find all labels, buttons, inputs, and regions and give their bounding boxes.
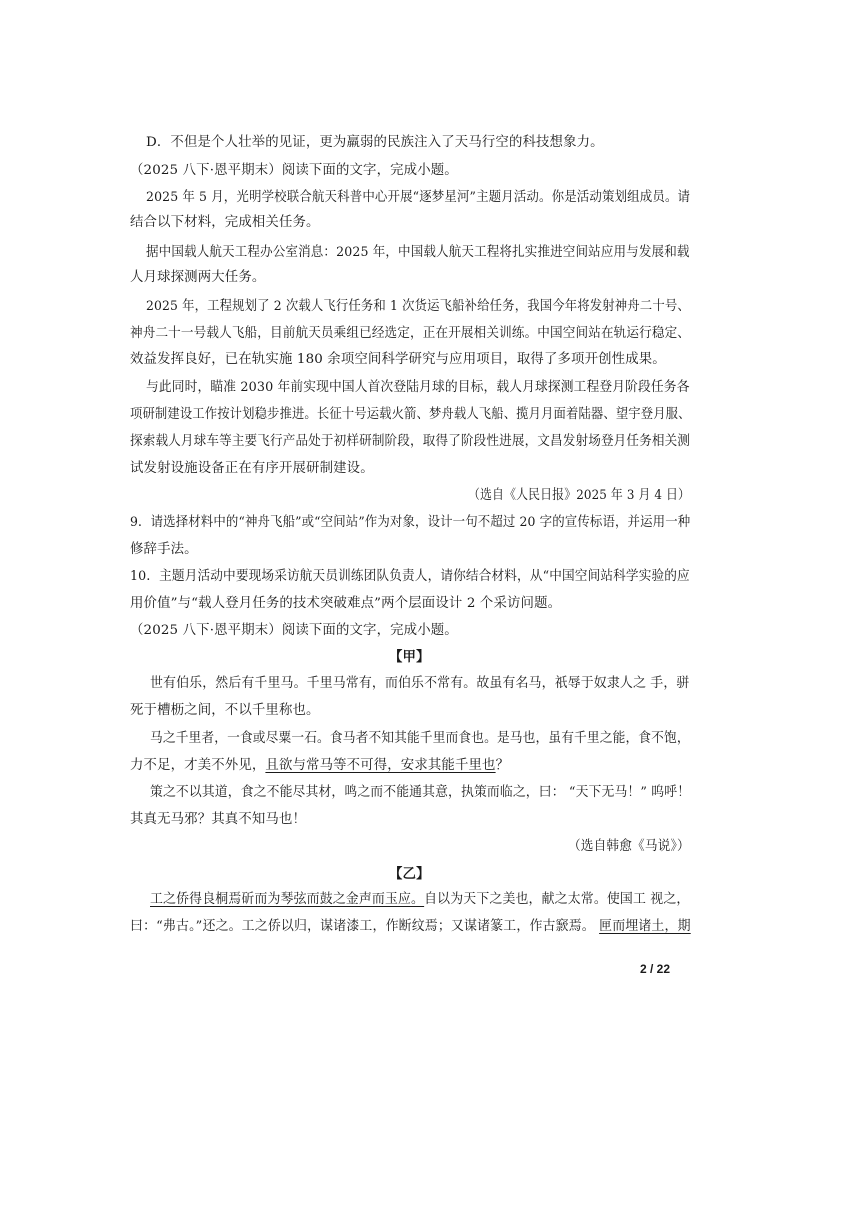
underlined-sentence: 且欲与常马等不可得，安求其能千里也 xyxy=(265,758,496,773)
paragraph-line: 2025 年，工程规划了 2 次载人飞行任务和 1 次货运飞船补给任务，我国今年将发射神舟二十号、 xyxy=(146,299,690,314)
paragraph-line: 2025 年 5 月，光明学校联合航天科普中心开展“逐梦星河”主题月活动。你是活动策划组成员。请 xyxy=(146,190,691,205)
source-citation: （选自韩愈《马说》） xyxy=(568,839,690,854)
text-segment: 力不足，才美不外见， xyxy=(130,758,266,773)
question-9: 9．请选择材料中的“神舟飞船”或“空间站”作为对象，设计一句不超过 20 字的宣传标语，并运用一种 xyxy=(130,515,691,530)
text-segment: 曰：“弗古。”还之。工之侨以归，谋诸漆工，作断纹焉；又谋诸篆工，作古窾焉。 xyxy=(130,919,600,934)
paragraph-line: 结合以下材料，完成相关任务。 xyxy=(130,215,320,230)
question-10: 10．主题月活动中要现场采访航天员训练团队负责人，请你结合材料，从“中国空间站科学实验的应 xyxy=(130,569,690,584)
paragraph-line: 世有伯乐，然后有千里马。千里马常有，而伯乐不常有。故虽有名马，祇辱于奴隶人之 手，骈 xyxy=(150,676,690,691)
text-segment: 自以为天下之美也，献之太常。使国工 视之， xyxy=(424,892,690,907)
question-10-cont: 用价值”与“载人登月任务的技术突破难点”两个层面设计 2 个采访问题。 xyxy=(130,596,562,611)
paragraph-line: 死于槽枥之间，不以千里称也。 xyxy=(130,703,320,718)
underlined-sentence: 匣而埋诸土，期 xyxy=(599,919,691,934)
paragraph-line xyxy=(130,918,691,936)
paragraph-line xyxy=(130,757,509,775)
paragraph-line: 其真无马邪？其真不知马也！ xyxy=(130,812,307,827)
option-d-line: D．不但是个人壮举的见证，更为羸弱的民族注入了天马行空的科技想象力。 xyxy=(146,135,604,150)
paragraph-line: 效益发挥良好，已在轨实施 180 余项空间科学研究与应用项目，取得了多项开创性成果。 xyxy=(130,352,666,367)
source-note: （2025 八下·恩平期末）阅读下面的文字，完成小题。 xyxy=(130,623,458,638)
paragraph-line: 神舟二十一号载人飞船，目前航天员乘组已经选定，正在开展相关训练。中国空间站在轨运行稳定、 xyxy=(130,326,691,341)
source-note: （2025 八下·恩平期末）阅读下面的文字，完成小题。 xyxy=(130,163,458,178)
paragraph-line: 试发射设施设备正在有序开展研制建设。 xyxy=(130,461,374,476)
paragraph-line: 与此同时，瞄准 2030 年前实现中国人首次登陆月球的目标，载人月球探测工程登月阶段任务各 xyxy=(146,380,690,395)
paragraph-line: 马之千里者，一食或尽粟一石。食马者不知其能千里而食也。是马也，虽有千里之能，食不饱， xyxy=(150,731,690,746)
paragraph-line: 据中国载人航天工程办公室消息：2025 年，中国载人航天工程将扎实推进空间站应用与发展和载 xyxy=(146,245,690,260)
paragraph-line: 项研制建设工作按计划稳步推进。长征十号运载火箭、梦舟载人飞船、揽月月面着陆器、望宇登月服、 xyxy=(130,407,691,422)
section-heading-jia: 【甲】 xyxy=(389,649,430,665)
paragraph-line: 人月球探测两大任务。 xyxy=(130,270,266,285)
paragraph-line: 探索载人月球车等主要飞行产品处于初样研制阶段，取得了阶段性进展，文昌发射场登月任务相关测 xyxy=(130,434,691,449)
paragraph-line xyxy=(150,891,689,909)
underlined-sentence: 工之侨得良桐焉斫而为琴弦而鼓之金声而玉应。 xyxy=(150,892,425,907)
paragraph-line: 策之不以其道，食之不能尽其材，鸣之而不能通其意，执策而临之，曰： “天下无马！” 呜呼！ xyxy=(150,785,691,800)
section-heading-yi: 【乙】 xyxy=(389,866,430,882)
source-citation: （选自《人民日报》2025 年 3 月 4 日） xyxy=(468,488,691,503)
page-number: 2 / 22 xyxy=(640,962,671,976)
question-9-cont: 修辞手法。 xyxy=(130,542,198,557)
text-segment: ？ xyxy=(495,758,510,773)
